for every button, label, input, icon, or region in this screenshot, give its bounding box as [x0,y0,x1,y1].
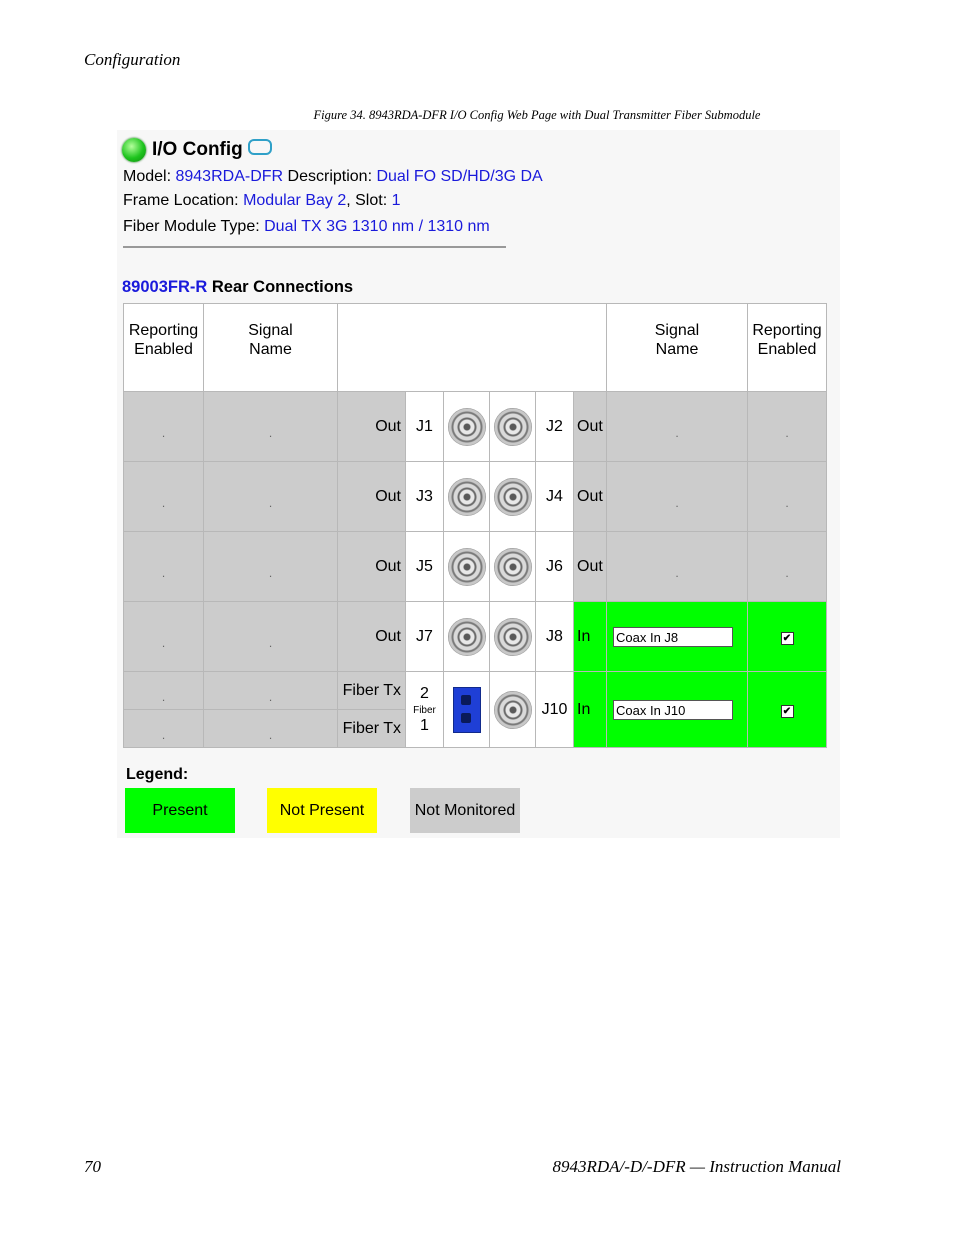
jack-label: J6 [536,532,574,602]
reporting-cell [124,462,204,532]
fiber-port-labels [406,672,444,748]
header-text: Name [249,341,292,358]
direction-cell: In [574,672,607,748]
divider [123,246,506,248]
legend-not-monitored: Not Monitored [410,788,520,833]
slot-value[interactable]: 1 [391,192,401,209]
direction-cell: Out [574,462,607,532]
placeholder-dot: . [268,565,273,580]
direction-cell: In [574,602,607,672]
header-text: Signal [654,322,700,339]
header-text: Name [655,341,699,358]
placeholder-dot: . [161,689,166,704]
section-title-text: Rear Connections [211,278,354,296]
reporting-cell [748,392,827,462]
table-row [124,462,827,532]
header-reporting-enabled-right [748,304,827,392]
legend-title: Legend: [126,766,189,783]
bnc-connector-icon[interactable] [444,602,490,672]
direction-cell: Fiber Tx [338,672,406,710]
placeholder-dot: . [785,495,789,510]
fiber-type-line [123,218,490,236]
placeholder-dot: . [161,495,166,510]
jack-label: J10 [536,672,574,748]
signal-name-cell [204,672,338,710]
placeholder-dot: . [268,727,273,742]
placeholder-dot: . [785,425,789,440]
reporting-checkbox[interactable]: ✔ [781,705,794,718]
table-row [124,532,827,602]
reporting-cell [124,392,204,462]
bnc-connector-icon[interactable] [444,462,490,532]
figure-caption-text: Figure 34. 8943RDA-DFR I/O Config Web Page with Dual Transmitter Fiber Submodule [313,108,761,122]
jack-label: J4 [536,462,574,532]
bnc-connector-icon[interactable] [490,532,536,602]
refresh-icon[interactable] [248,139,272,155]
description-label: Description: [287,168,373,185]
bnc-connector-icon[interactable] [444,532,490,602]
description-value[interactable]: Dual FO SD/HD/3G DA [376,168,543,185]
signal-name-cell [204,602,338,672]
bnc-connector-icon[interactable] [490,462,536,532]
reporting-cell [124,672,204,710]
header-text: Enabled [134,341,193,358]
direction-cell: Out [338,392,406,462]
frame-label: Frame Location: [123,192,239,209]
signal-name-cell [607,532,748,602]
reporting-cell [124,602,204,672]
placeholder-dot: . [161,565,166,580]
table-row [124,672,827,710]
bnc-connector-icon[interactable] [490,602,536,672]
model-label: Model: [123,168,172,185]
bnc-connector-icon[interactable] [444,392,490,462]
signal-name-cell [607,392,748,462]
signal-name-input[interactable]: Coax In J10 [613,700,733,720]
signal-name-cell [204,532,338,602]
page-number: 70 [84,1157,101,1176]
direction-cell: Out [338,602,406,672]
jack-label: J8 [536,602,574,672]
table-row [124,392,827,462]
jack-label: J3 [406,462,444,532]
section-title [122,278,353,297]
reporting-cell [748,462,827,532]
header-signal-name-right [607,304,748,392]
reporting-cell [748,602,827,672]
reporting-cell [748,532,827,602]
legend-present: Present [125,788,235,833]
placeholder-dot: . [161,425,166,440]
placeholder-dot: . [268,689,273,704]
frame-line [123,192,401,210]
signal-name-cell [607,602,748,672]
header-signal-name-left [204,304,338,392]
direction-cell: Fiber Tx [338,710,406,748]
rear-module-link[interactable]: 89003FR-R [122,278,208,296]
direction-cell: Out [338,462,406,532]
legend-not-present: Not Present [267,788,377,833]
bnc-connector-icon[interactable] [490,672,536,748]
model-line [123,168,543,186]
slot-label: , Slot: [346,192,388,209]
direction-cell: Out [574,392,607,462]
header-text: Reporting [128,322,199,339]
frame-value[interactable]: Modular Bay 2 [243,192,347,209]
bnc-connector-icon[interactable] [490,392,536,462]
running-head: Configuration [84,50,181,69]
placeholder-dot: . [675,495,679,510]
table-header-row [124,304,827,392]
io-config-header [122,134,272,166]
header-text: Reporting [752,322,822,339]
fiber-label: Fiber [413,705,436,716]
jack-label: J7 [406,602,444,672]
placeholder-dot: . [268,495,273,510]
reporting-checkbox[interactable]: ✔ [781,632,794,645]
header-connectors [338,304,607,392]
io-config-screenshot [117,130,840,838]
direction-cell: Out [338,532,406,602]
header-reporting-enabled-left [124,304,204,392]
placeholder-dot: . [161,727,166,742]
fiber-type-value[interactable]: Dual TX 3G 1310 nm / 1310 nm [264,218,490,235]
figure-caption [0,108,954,123]
manual-title: 8943RDA/-D/-DFR — Instruction Manual [552,1157,841,1176]
jack-label: J2 [536,392,574,462]
rear-connections-table [123,303,827,748]
jack-label: J5 [406,532,444,602]
reporting-cell [124,710,204,748]
signal-name-input[interactable]: Coax In J8 [613,627,733,647]
fiber-port-number: 2 [420,685,429,702]
signal-name-cell [607,462,748,532]
signal-name-cell [204,462,338,532]
model-value[interactable]: 8943RDA-DFR [175,168,284,185]
header-text: Signal [248,322,293,339]
table-row [124,602,827,672]
placeholder-dot: . [161,635,166,650]
jack-label: J1 [406,392,444,462]
reporting-cell [124,532,204,602]
signal-name-cell [204,710,338,748]
placeholder-dot: . [675,565,679,580]
page-title: I/O Config [152,139,243,160]
placeholder-dot: . [785,565,789,580]
direction-cell: Out [574,532,607,602]
placeholder-dot: . [675,425,679,440]
placeholder-dot: . [268,635,273,650]
status-led-icon [122,138,146,162]
signal-name-cell [204,392,338,462]
signal-name-cell [607,672,748,748]
reporting-cell [748,672,827,748]
header-text: Enabled [757,341,817,358]
fiber-type-label: Fiber Module Type: [123,218,260,235]
fiber-connector-icon[interactable] [444,672,490,748]
placeholder-dot: . [268,425,273,440]
fiber-port-number: 1 [420,717,429,734]
